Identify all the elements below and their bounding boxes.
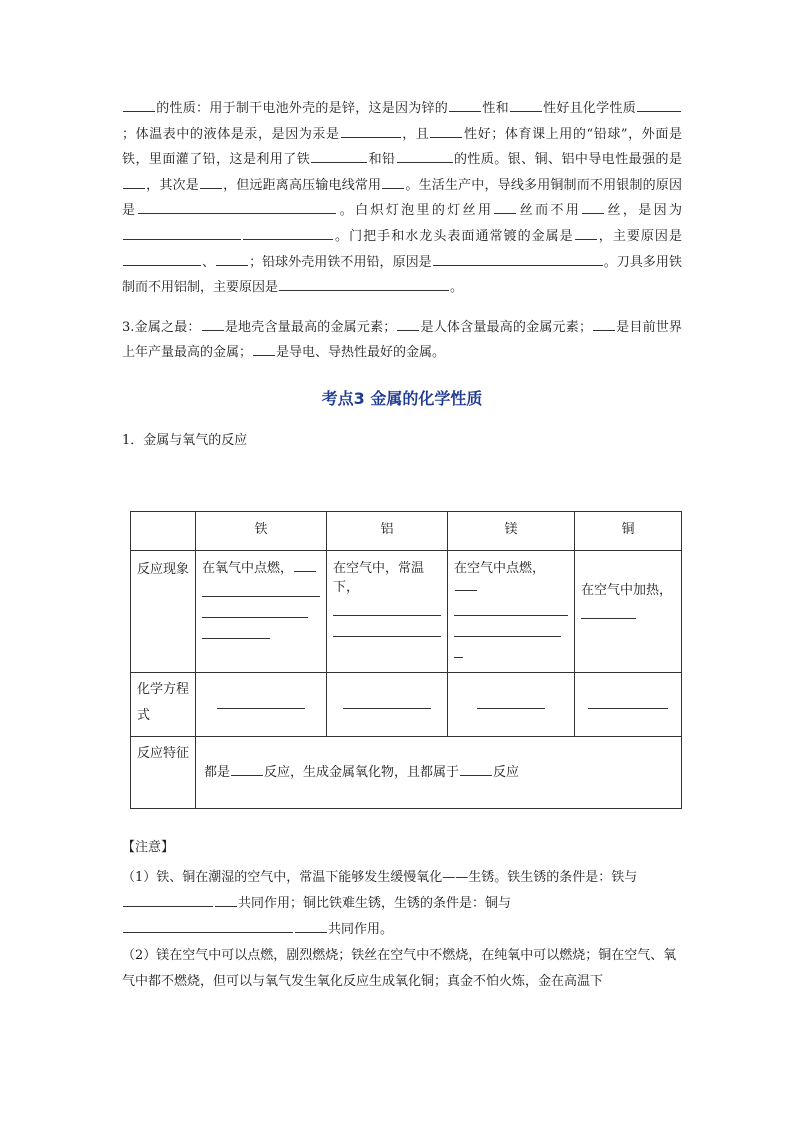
- text: 反应，生成金属氧化物，且都属于: [264, 764, 460, 780]
- text: 的性质。银、铜、铝中导电性最强的是: [453, 152, 682, 168]
- cell-aluminum-equation: [327, 672, 448, 736]
- blank[interactable]: [202, 316, 224, 331]
- text: 和铅: [368, 152, 396, 168]
- blank[interactable]: [123, 97, 155, 112]
- text: ；体温表中的液体是汞，是因为汞是: [122, 126, 340, 142]
- text: ，主要原因是: [597, 228, 682, 244]
- document-page: [122, 96, 682, 995]
- text: 丝而不用: [517, 203, 582, 219]
- blank[interactable]: [231, 761, 263, 776]
- blank[interactable]: [295, 918, 327, 933]
- blank-line[interactable]: [333, 595, 441, 616]
- cell-feature: [196, 736, 682, 808]
- section-heading: 考点3 金属的化学性质: [321, 388, 483, 408]
- notes-title: 【注意】: [122, 839, 175, 855]
- equation-blank[interactable]: [217, 696, 305, 709]
- col-header-magnesium: 镁: [448, 511, 575, 550]
- text: 金属之最：: [134, 319, 201, 335]
- blank[interactable]: [397, 316, 419, 331]
- text: ，且: [401, 126, 430, 142]
- text: 。生活生产中，导线多用铜制而不用银制的原因是: [122, 177, 682, 219]
- blank[interactable]: [138, 199, 336, 214]
- text: 。: [450, 280, 464, 296]
- row-label-phenomenon: 反应现象: [131, 550, 196, 672]
- notes: [122, 865, 682, 995]
- blank[interactable]: [123, 251, 201, 266]
- table-corner: [131, 511, 196, 550]
- text: 在空气中点燃，: [454, 560, 546, 576]
- text: 是目前世界上年产量最高的金属；: [122, 319, 682, 361]
- blank[interactable]: [294, 557, 316, 572]
- item-number: 3.: [122, 319, 135, 335]
- cell-copper-equation: [575, 672, 682, 736]
- text: 都是: [204, 764, 231, 780]
- cell-iron-equation: [196, 672, 327, 736]
- blank-line[interactable]: [454, 616, 561, 637]
- blank[interactable]: [637, 97, 681, 112]
- reaction-table: [130, 511, 682, 809]
- text: ，但远距离高压输电线常用: [222, 177, 382, 193]
- text: 。白炽灯泡里的灯丝用: [337, 203, 494, 219]
- blank-line[interactable]: [202, 576, 320, 597]
- blank[interactable]: [123, 225, 241, 240]
- blank-line[interactable]: [202, 618, 270, 639]
- text: 性和: [482, 101, 509, 116]
- blank[interactable]: [123, 892, 213, 907]
- blank-line[interactable]: [333, 616, 441, 637]
- blank[interactable]: [243, 225, 333, 240]
- col-header-aluminum: 铝: [327, 511, 448, 550]
- text: 在氧气中点燃，: [202, 560, 294, 576]
- text: 是导电、导热性最好的金属。: [276, 345, 446, 361]
- equation-blank[interactable]: [343, 696, 431, 709]
- blank[interactable]: [397, 148, 453, 163]
- col-header-copper: 铜: [575, 511, 682, 550]
- text: 性好且化学性质: [542, 101, 636, 116]
- text: 共同作用；铜比铁难生锈，生锈的条件是：铜与: [238, 895, 512, 911]
- cell-iron-phenomenon: [196, 550, 327, 672]
- blank[interactable]: [455, 576, 477, 591]
- text: 在空气中，常温下，: [333, 560, 425, 595]
- blank[interactable]: [593, 316, 615, 331]
- blank[interactable]: [510, 97, 542, 112]
- blank[interactable]: [200, 174, 222, 189]
- text: 性好；体育课上用的“铅球”，外面是铁，里面灌了铅，这是利用了铁: [122, 126, 682, 168]
- subsection-title: 1．金属与氧气的反应: [122, 432, 248, 448]
- text: ；铅球外壳用铁不用铅，原因是: [249, 254, 432, 270]
- cell-magnesium-equation: [448, 672, 575, 736]
- blank[interactable]: [449, 97, 481, 112]
- paragraph-physical-properties: [122, 96, 682, 301]
- text: 。刀具多用铁制而不用铝制，主要原因是: [122, 254, 682, 296]
- blank[interactable]: [460, 761, 492, 776]
- text: （1）铁、铜在潮湿的空气中，常温下能够发生缓慢氧化——生锈。铁生锈的条件是：铁与: [122, 869, 638, 885]
- blank[interactable]: [341, 123, 401, 138]
- row-label-feature: 反应特征: [131, 736, 196, 808]
- blank[interactable]: [279, 276, 449, 291]
- row-label-equation: 化学方程式: [131, 672, 196, 736]
- blank[interactable]: [311, 148, 367, 163]
- text: 在空气中加热，: [581, 582, 673, 598]
- blank-line[interactable]: [454, 595, 568, 616]
- text: 反应: [493, 764, 520, 780]
- blank[interactable]: [430, 123, 462, 138]
- blank[interactable]: [253, 341, 275, 356]
- blank[interactable]: [216, 251, 248, 266]
- blank[interactable]: [575, 225, 597, 240]
- blank[interactable]: [582, 199, 604, 214]
- blank-line[interactable]: [454, 637, 463, 658]
- paragraph-metal-records: [122, 315, 682, 366]
- blank-line[interactable]: [581, 598, 636, 619]
- text: 共同作用。: [328, 921, 394, 937]
- blank[interactable]: [123, 918, 293, 933]
- equation-blank[interactable]: [477, 696, 545, 709]
- note-2: （2）镁在空气中可以点燃，剧烈燃烧；铁丝在空气中不燃烧，在纯氧中可以燃烧；铜在空气、氧气中都不燃烧，但可以与氧气发生氧化反应生成氧化铜；真金不怕火炼，金在高温下: [122, 947, 677, 989]
- equation-blank[interactable]: [588, 696, 668, 709]
- text: 。门把手和水龙头表面通常镀的金属是: [334, 228, 574, 244]
- text: 是地壳含量最高的金属元素；: [224, 319, 397, 335]
- col-header-iron: 铁: [196, 511, 327, 550]
- text: 的性质：用于制干电池外壳的是锌，这是因为锌的: [156, 101, 449, 116]
- text: 丝，是因为: [605, 203, 682, 219]
- cell-magnesium-phenomenon: [448, 550, 575, 672]
- text: 、: [202, 254, 216, 270]
- blank[interactable]: [215, 892, 237, 907]
- text: 是人体含量最高的金属元素；: [420, 319, 592, 335]
- cell-aluminum-phenomenon: [327, 550, 448, 672]
- blank[interactable]: [433, 251, 603, 266]
- cell-copper-phenomenon: [575, 550, 682, 672]
- blank[interactable]: [382, 174, 404, 189]
- blank-line[interactable]: [202, 597, 308, 618]
- note-1: [122, 865, 682, 943]
- text: ，其次是: [146, 177, 199, 193]
- blank[interactable]: [123, 174, 145, 189]
- blank[interactable]: [494, 199, 516, 214]
